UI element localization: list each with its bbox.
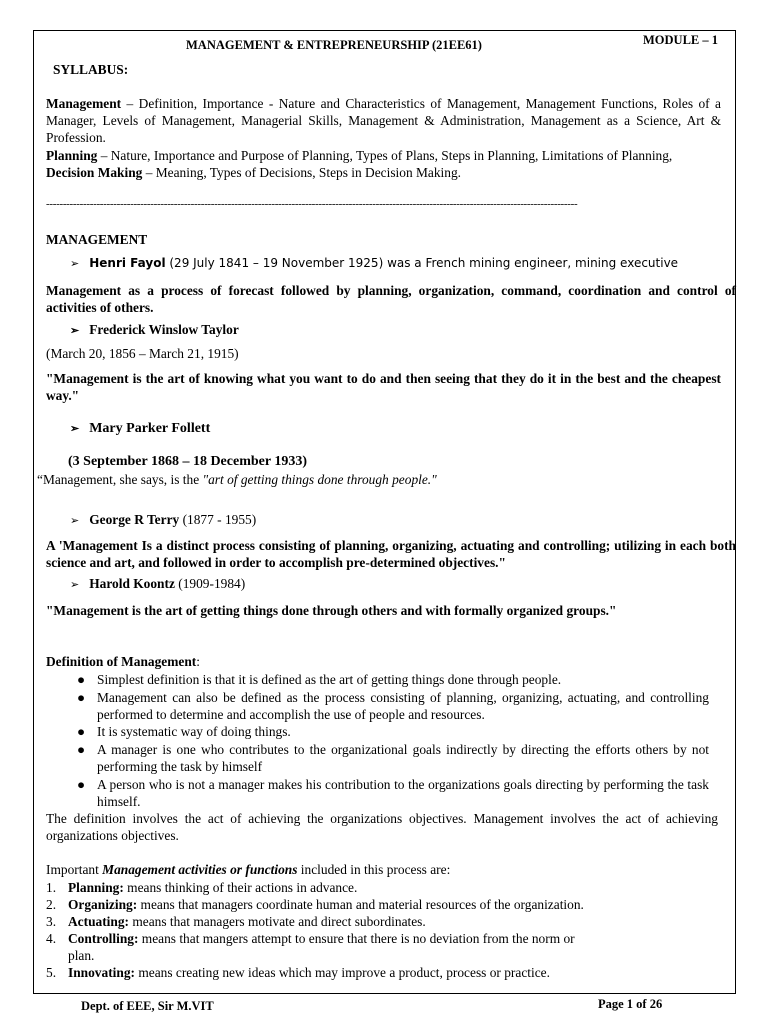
definition-summary: The definition involves the act of achieving the organizations objectives. Management involves the act of achieving organizations objectives. — [46, 811, 718, 843]
follett-definition — [37, 472, 437, 488]
fayol-text: (29 July 1841 – 19 November 1925) was a French mining engineer, mining executive — [165, 256, 679, 270]
follett-name: Mary Parker Follett — [89, 421, 211, 436]
syllabus-management-term: Management — [46, 96, 122, 111]
terry-line — [70, 512, 256, 528]
taylor-definition: "Management is the art of knowing what you want to do and then seeing that they do it in the best and the cheapest way." — [46, 371, 721, 403]
taylor-line — [70, 322, 239, 338]
taylor-name: Frederick Winslow Taylor — [89, 322, 239, 337]
definition-heading — [46, 654, 200, 670]
follett-line — [70, 421, 210, 437]
bullet-dot-icon: ● — [77, 777, 86, 792]
syllabus-decision-term: Decision Making — [46, 165, 143, 180]
taylor-dates: (March 20, 1856 – March 21, 1915) — [46, 346, 239, 361]
module-label: MODULE – 1 — [643, 33, 718, 47]
functions-intro: Important Management activities or functions included in this process are: — [46, 862, 451, 877]
definition-bullet: ● A manager is one who contributes to the organizational goals indirectly by directing the efforts others by not performing the task by himself — [77, 742, 709, 774]
definition-bullet: ● A person who is not a manager makes his contribution to the organizations goals directing by performing the task himself. — [77, 777, 709, 809]
document-title: MANAGEMENT & ENTREPRENEURSHIP (21EE61) — [186, 38, 482, 52]
syllabus-heading: SYLLABUS: — [53, 62, 129, 77]
definition-bullet: ● It is systematic way of doing things. — [77, 724, 291, 739]
koontz-definition: "Management is the art of getting things done through others and with formally organized groups." — [46, 603, 617, 618]
bullet-dot-icon: ● — [77, 742, 86, 757]
syllabus-planning-term: Planning — [46, 148, 98, 163]
footer-page-number: Page 1 of 26 — [598, 997, 663, 1011]
arrow-bullet-icon: ➢ — [70, 423, 80, 435]
function-item-actuating: 3. Actuating: means that managers motivate and direct subordinates. — [46, 914, 426, 929]
function-item-planning: 1. Planning: means thinking of their actions in advance. — [46, 880, 358, 895]
bullet-dot-icon: ● — [77, 724, 86, 739]
syllabus-planning-text: – Nature, Importance and Purpose of Planning, Types of Plans, Steps in Planning, Limitations of Planning, — [97, 148, 673, 163]
follett-def-quote: "art of getting things done through people." — [202, 472, 437, 487]
follett-dates: (3 September 1868 – 18 December 1933) — [68, 454, 307, 469]
function-item-organizing: 2. Organizing: means that managers coordinate human and material resources of the organization. — [46, 897, 584, 912]
syllabus-management-text: – Definition, Importance - Nature and Characteristics of Management, Management Functions, Roles of a Manager, Levels of Management, Managerial Skills, Management & Administration, Management as a Science, Art & Profession. — [46, 96, 721, 145]
terry-definition: A 'Management Is a distinct process consisting of planning, organizing, actuating and controlling; utilizing in each both science and art, and followed in order to accomplish pre-determined objectives." — [46, 538, 736, 570]
koontz-name: Harold Koontz — [89, 576, 175, 591]
management-heading: MANAGEMENT — [46, 232, 148, 247]
definition-bullet: ● Management can also be defined as the process consisting of planning, organizing, actuating, and controlling performed to determine and accomplish the use of people and resources. — [77, 690, 709, 722]
syllabus-decision-text: – Meaning, Types of Decisions, Steps in Decision Making. — [142, 165, 462, 180]
bullet-dot-icon: ● — [77, 690, 86, 705]
definition-heading-colon: : — [196, 654, 200, 669]
bullet-dot-icon: ● — [77, 672, 86, 687]
arrow-bullet-icon: ➢ — [70, 515, 80, 527]
function-item-innovating: 5. Innovating: means creating new ideas which may improve a product, process or practice. — [46, 965, 550, 980]
follett-def-prefix: “Management, she says, is the — [37, 472, 203, 487]
arrow-bullet-icon: ➢ — [70, 579, 80, 591]
koontz-dates: (1909-1984) — [174, 576, 246, 591]
syllabus-planning — [46, 147, 721, 181]
arrow-bullet-icon: ➢ — [70, 325, 80, 337]
terry-dates: (1877 - 1955) — [179, 512, 257, 527]
definition-heading-text: Definition of Management — [46, 654, 197, 669]
arrow-bullet-icon: ➢ — [70, 257, 80, 270]
section-divider: -------------------------------------------------------------------------------------------------------------------------------------------------------------- — [46, 198, 578, 210]
definition-bullet: ● Simplest definition is that it is defined as the art of getting things done through people. — [77, 672, 562, 687]
fayol-name: Henri Fayol — [89, 256, 166, 270]
terry-name: George R Terry — [89, 512, 180, 527]
fayol-definition: Management as a process of forecast followed by planning, organization, command, coordination and control of activities of others. — [46, 283, 736, 315]
function-item-controlling: 4. Controlling: means that mangers attempt to ensure that there is no deviation from the norm or plan. — [46, 931, 575, 963]
fayol-line — [70, 256, 678, 270]
footer-department: Dept. of EEE, Sir M.VIT — [81, 999, 214, 1013]
syllabus-management — [46, 95, 721, 146]
koontz-line — [70, 576, 245, 592]
